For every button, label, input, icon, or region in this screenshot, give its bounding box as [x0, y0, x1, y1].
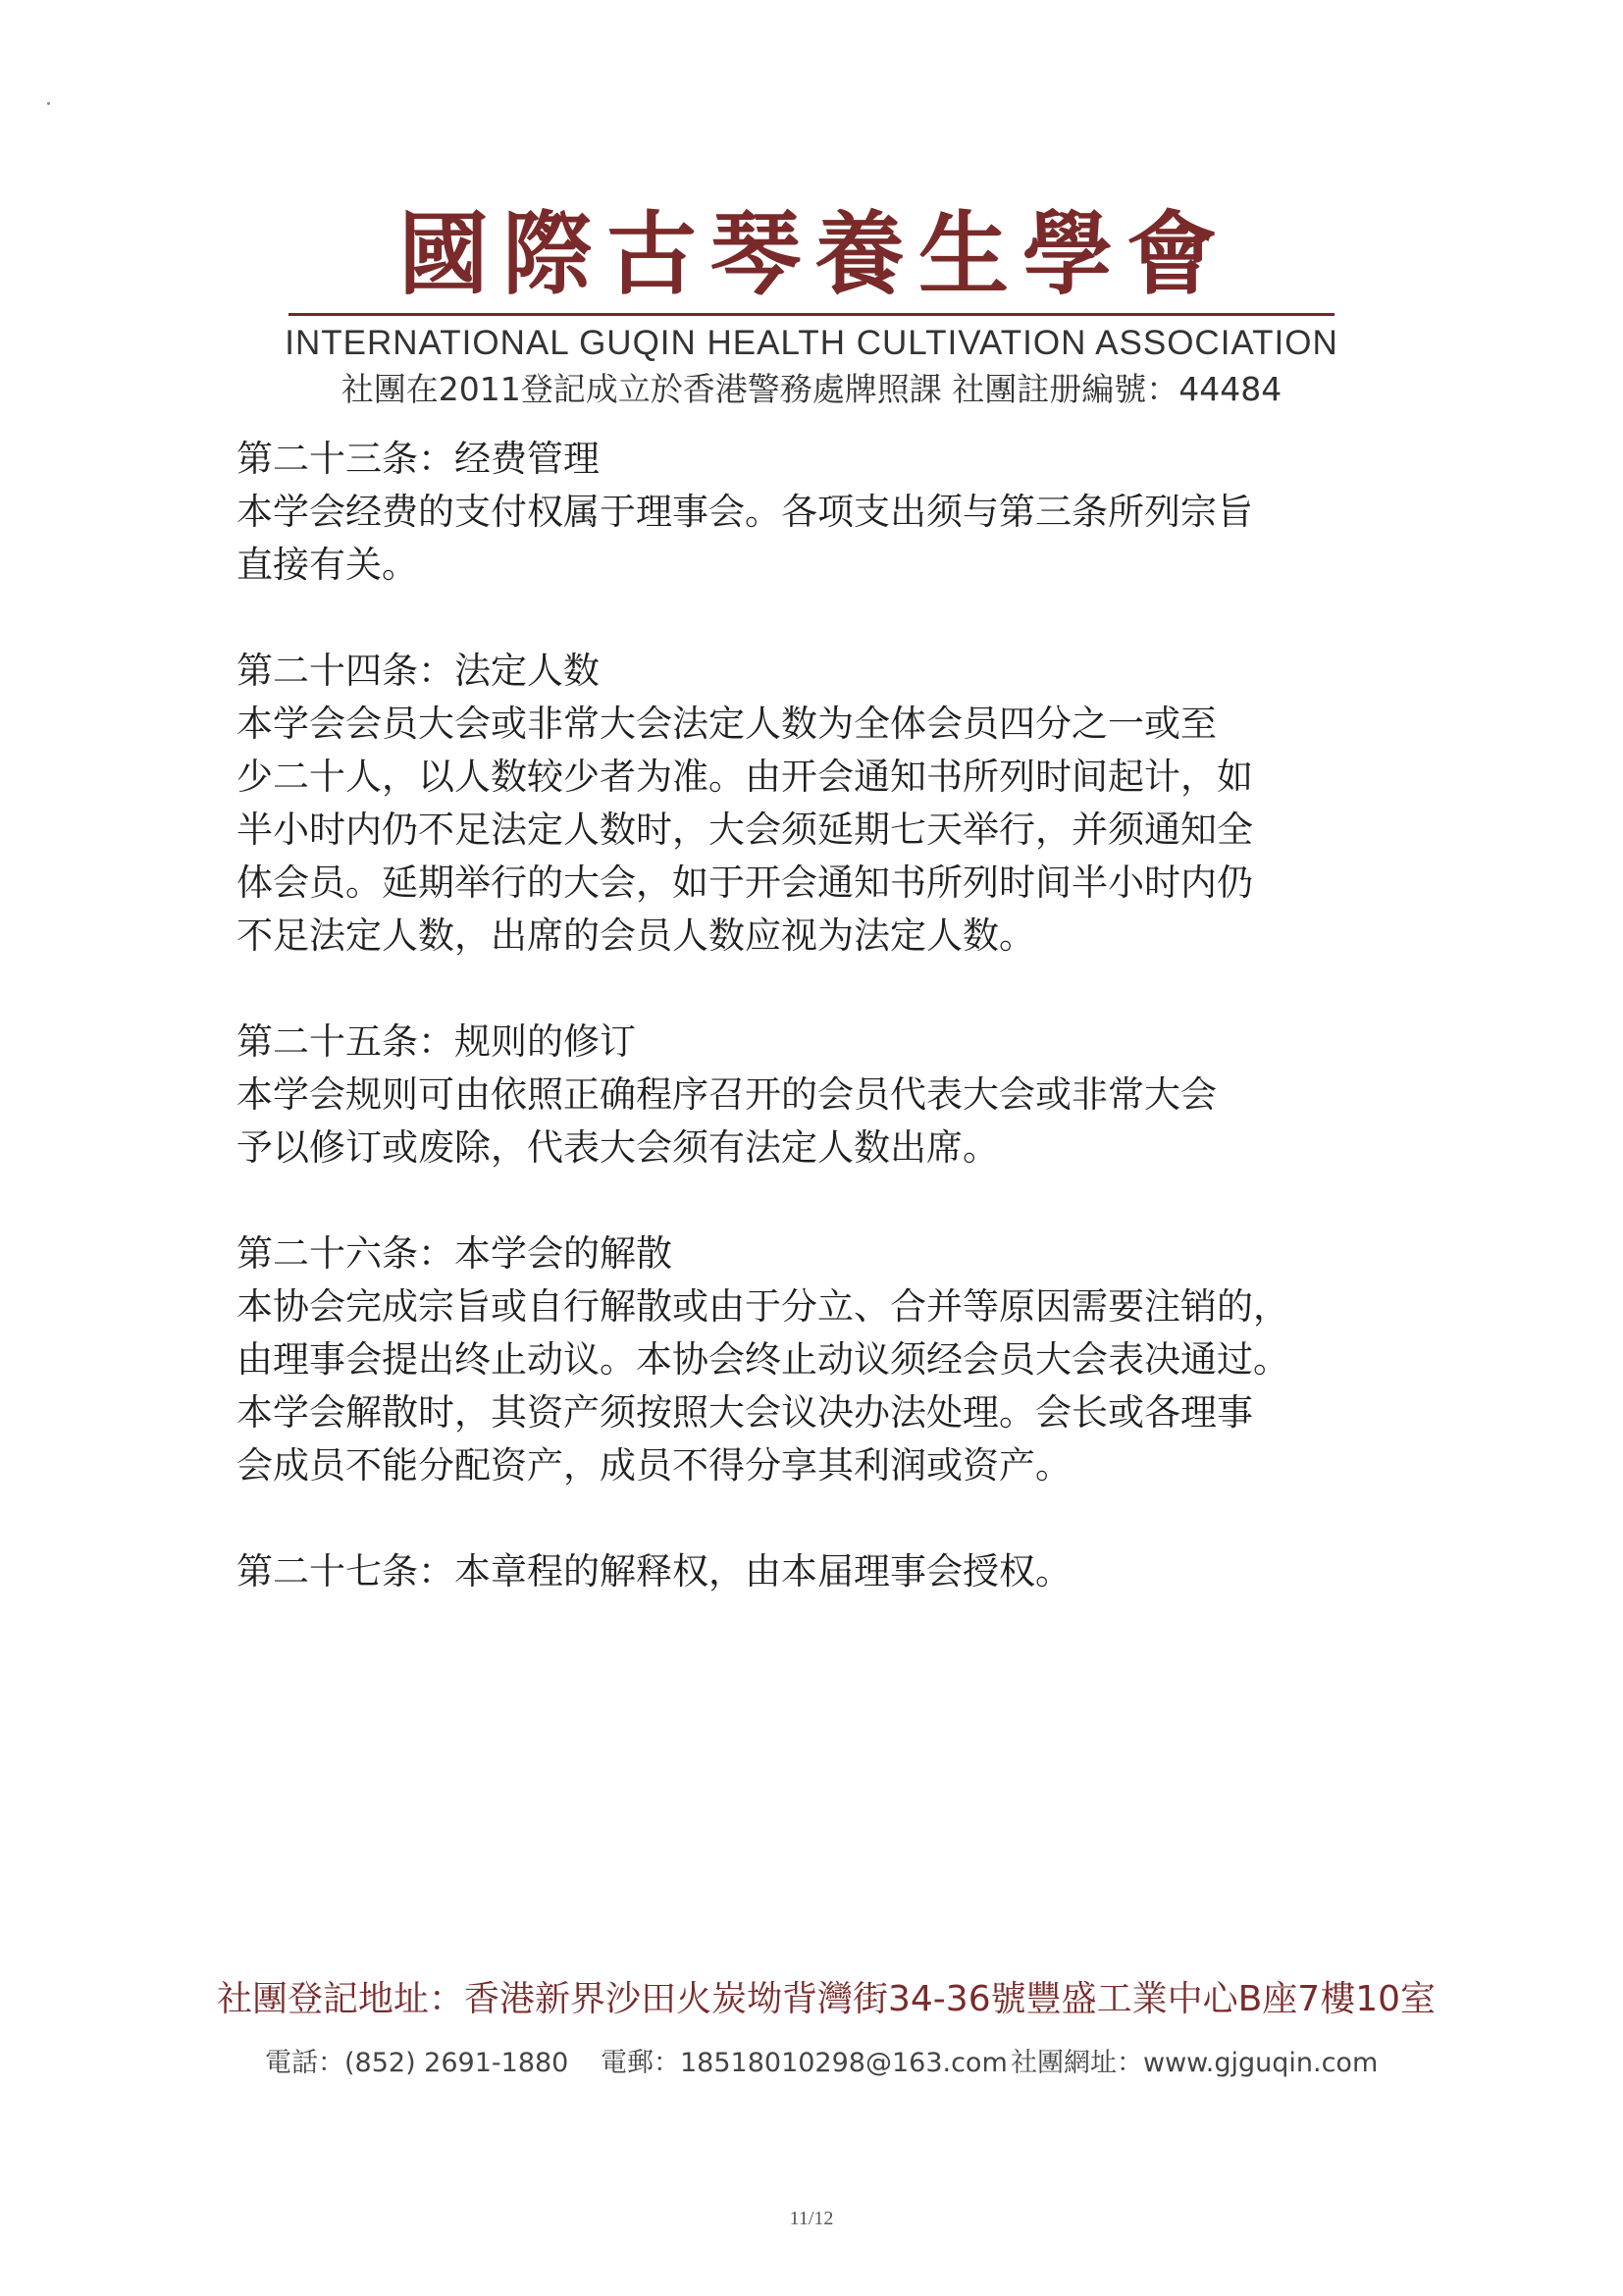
- article-title: 第二十四条：法定人数: [236, 650, 600, 692]
- letterhead-divider: [288, 313, 1335, 316]
- article-line: 本协会完成宗旨或自行解散或由于分立、合并等原因需要注销的，: [236, 1285, 1289, 1328]
- article-26: [236, 1227, 1414, 1492]
- article-line: 本学会会员大会或非常大会法定人数为全体会员四分之一或至: [236, 703, 1217, 745]
- article-line: 少二十人，以人数较少者为准。由开会通知书所列时间起计，如: [236, 756, 1253, 798]
- article-line: 本学会经费的支付权属于理事会。各项支出须与第三条所列宗旨: [236, 491, 1253, 533]
- article-23: [236, 433, 1414, 592]
- article-title: 第二十六条：本学会的解散: [236, 1232, 672, 1275]
- scan-speck: [47, 102, 50, 105]
- article-line: 会成员不能分配资产，成员不得分享其利润或资产。: [236, 1444, 1072, 1487]
- phone-number: 電話：(852) 2691-1880: [265, 2048, 569, 2078]
- page-number: 11/12: [789, 2208, 834, 2229]
- contact-info: [0, 2041, 1623, 2086]
- article-title: 第二十五条：规则的修订: [236, 1020, 636, 1063]
- article-line: 本学会解散时，其资产须按照大会议决办法处理。会长或各理事: [236, 1391, 1253, 1434]
- article-27: [236, 1545, 1414, 1598]
- article-line: 体会员。延期举行的大会，如于开会通知书所列时间半小时内仍: [236, 861, 1253, 904]
- email-address: 電郵：18518010298@163.com: [601, 2048, 1008, 2078]
- registration-info: 社團在2011登記成立於香港警務處牌照課 社團註册編號：44484: [340, 370, 1283, 408]
- article-line: 予以修订或废除，代表大会须有法定人数出席。: [236, 1126, 999, 1169]
- article-line: 直接有关。: [236, 544, 418, 586]
- article-line: 由理事会提出终止动议。本协会终止动议须经会员大会表决通过。: [236, 1338, 1289, 1381]
- article-line: 本学会规则可由依照正确程序召开的会员代表大会或非常大会: [236, 1073, 1217, 1116]
- article-line: 半小时内仍不足法定人数时，大会须延期七天举行，并须通知全: [236, 809, 1253, 851]
- article-line: 不足法定人数，出席的会员人数应视为法定人数。: [236, 914, 1035, 957]
- website-url: 社團網址：www.gjguqin.com: [1011, 2048, 1379, 2078]
- article-title: 第二十七条：本章程的解释权，由本届理事会授权。: [236, 1550, 1072, 1592]
- article-title: 第二十三条：经费管理: [236, 438, 600, 480]
- organization-name-chinese: 國際古琴養生學會: [397, 202, 1230, 307]
- article-25: [236, 1016, 1414, 1174]
- registered-address: 社團登記地址：香港新界沙田火炭坳背灣街34-36號豐盛工業中心B座7樓10室: [216, 1979, 1437, 2019]
- letterhead-footer: [0, 1972, 1623, 2086]
- organization-name-english: INTERNATIONAL GUQIN HEALTH CULTIVATION ASSOCIATION: [285, 324, 1338, 362]
- article-24: [236, 645, 1414, 963]
- letterhead: [0, 201, 1623, 412]
- articles-content: [236, 433, 1414, 1651]
